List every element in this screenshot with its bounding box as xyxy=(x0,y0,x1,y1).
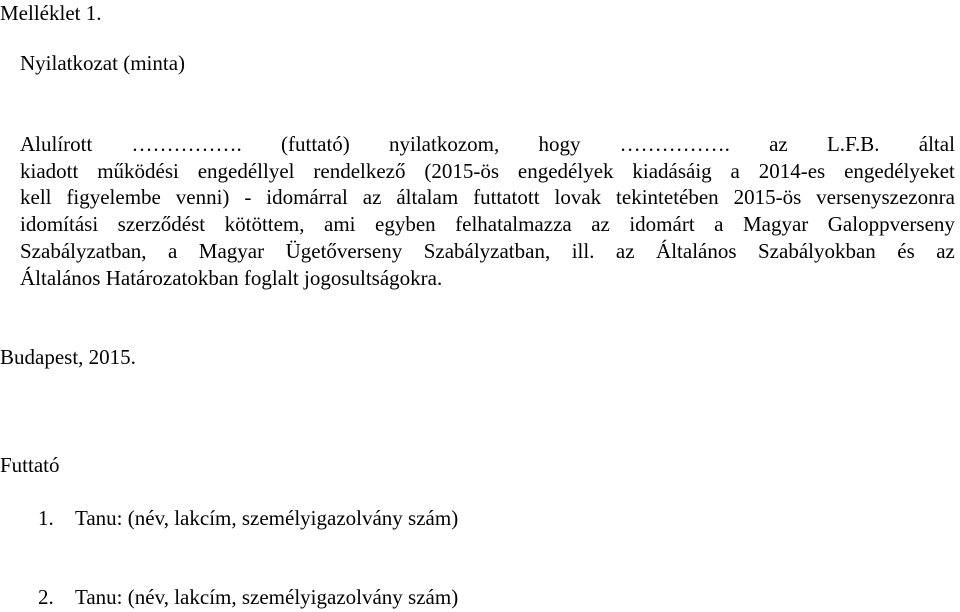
place-date: Budapest, 2015. xyxy=(0,345,136,369)
paragraph-line: Szabályzatban, a Magyar Ügetőverseny Szabályzatban, ill. az Általános Szabályokban és az xyxy=(20,239,955,263)
signer-label: Futtató xyxy=(0,453,60,477)
document-title: Nyilatkozat (minta) xyxy=(20,51,186,75)
witness-number: 2. xyxy=(38,585,54,609)
paragraph-line: kiadott működési engedéllyel rendelkező (2015-ös engedélyek kiadásáig a 2014-es engedélyeket xyxy=(20,159,955,183)
paragraph-line: kell figyelembe venni) - idomárral az általam futtatott lovak tekintetében 2015-ös versenyszezonra xyxy=(20,185,955,209)
paragraph-line: Alulírott ……………. (futtató) nyilatkozom, hogy ……………. az L.F.B. által xyxy=(20,132,955,156)
witness-text: Tanu: (név, lakcím, személyigazolvány szám) xyxy=(75,506,459,530)
paragraph-line: idomítási szerződést kötöttem, ami egyben felhatalmazza az idomárt a Magyar Galoppverseny xyxy=(20,212,955,236)
paragraph-last-line: Általános Határozatokban foglalt jogosultságokra. xyxy=(20,266,443,290)
witness-text: Tanu: (név, lakcím, személyigazolvány szám) xyxy=(75,585,459,609)
annex-label: Melléklet 1. xyxy=(0,1,102,25)
witness-number: 1. xyxy=(38,506,54,530)
